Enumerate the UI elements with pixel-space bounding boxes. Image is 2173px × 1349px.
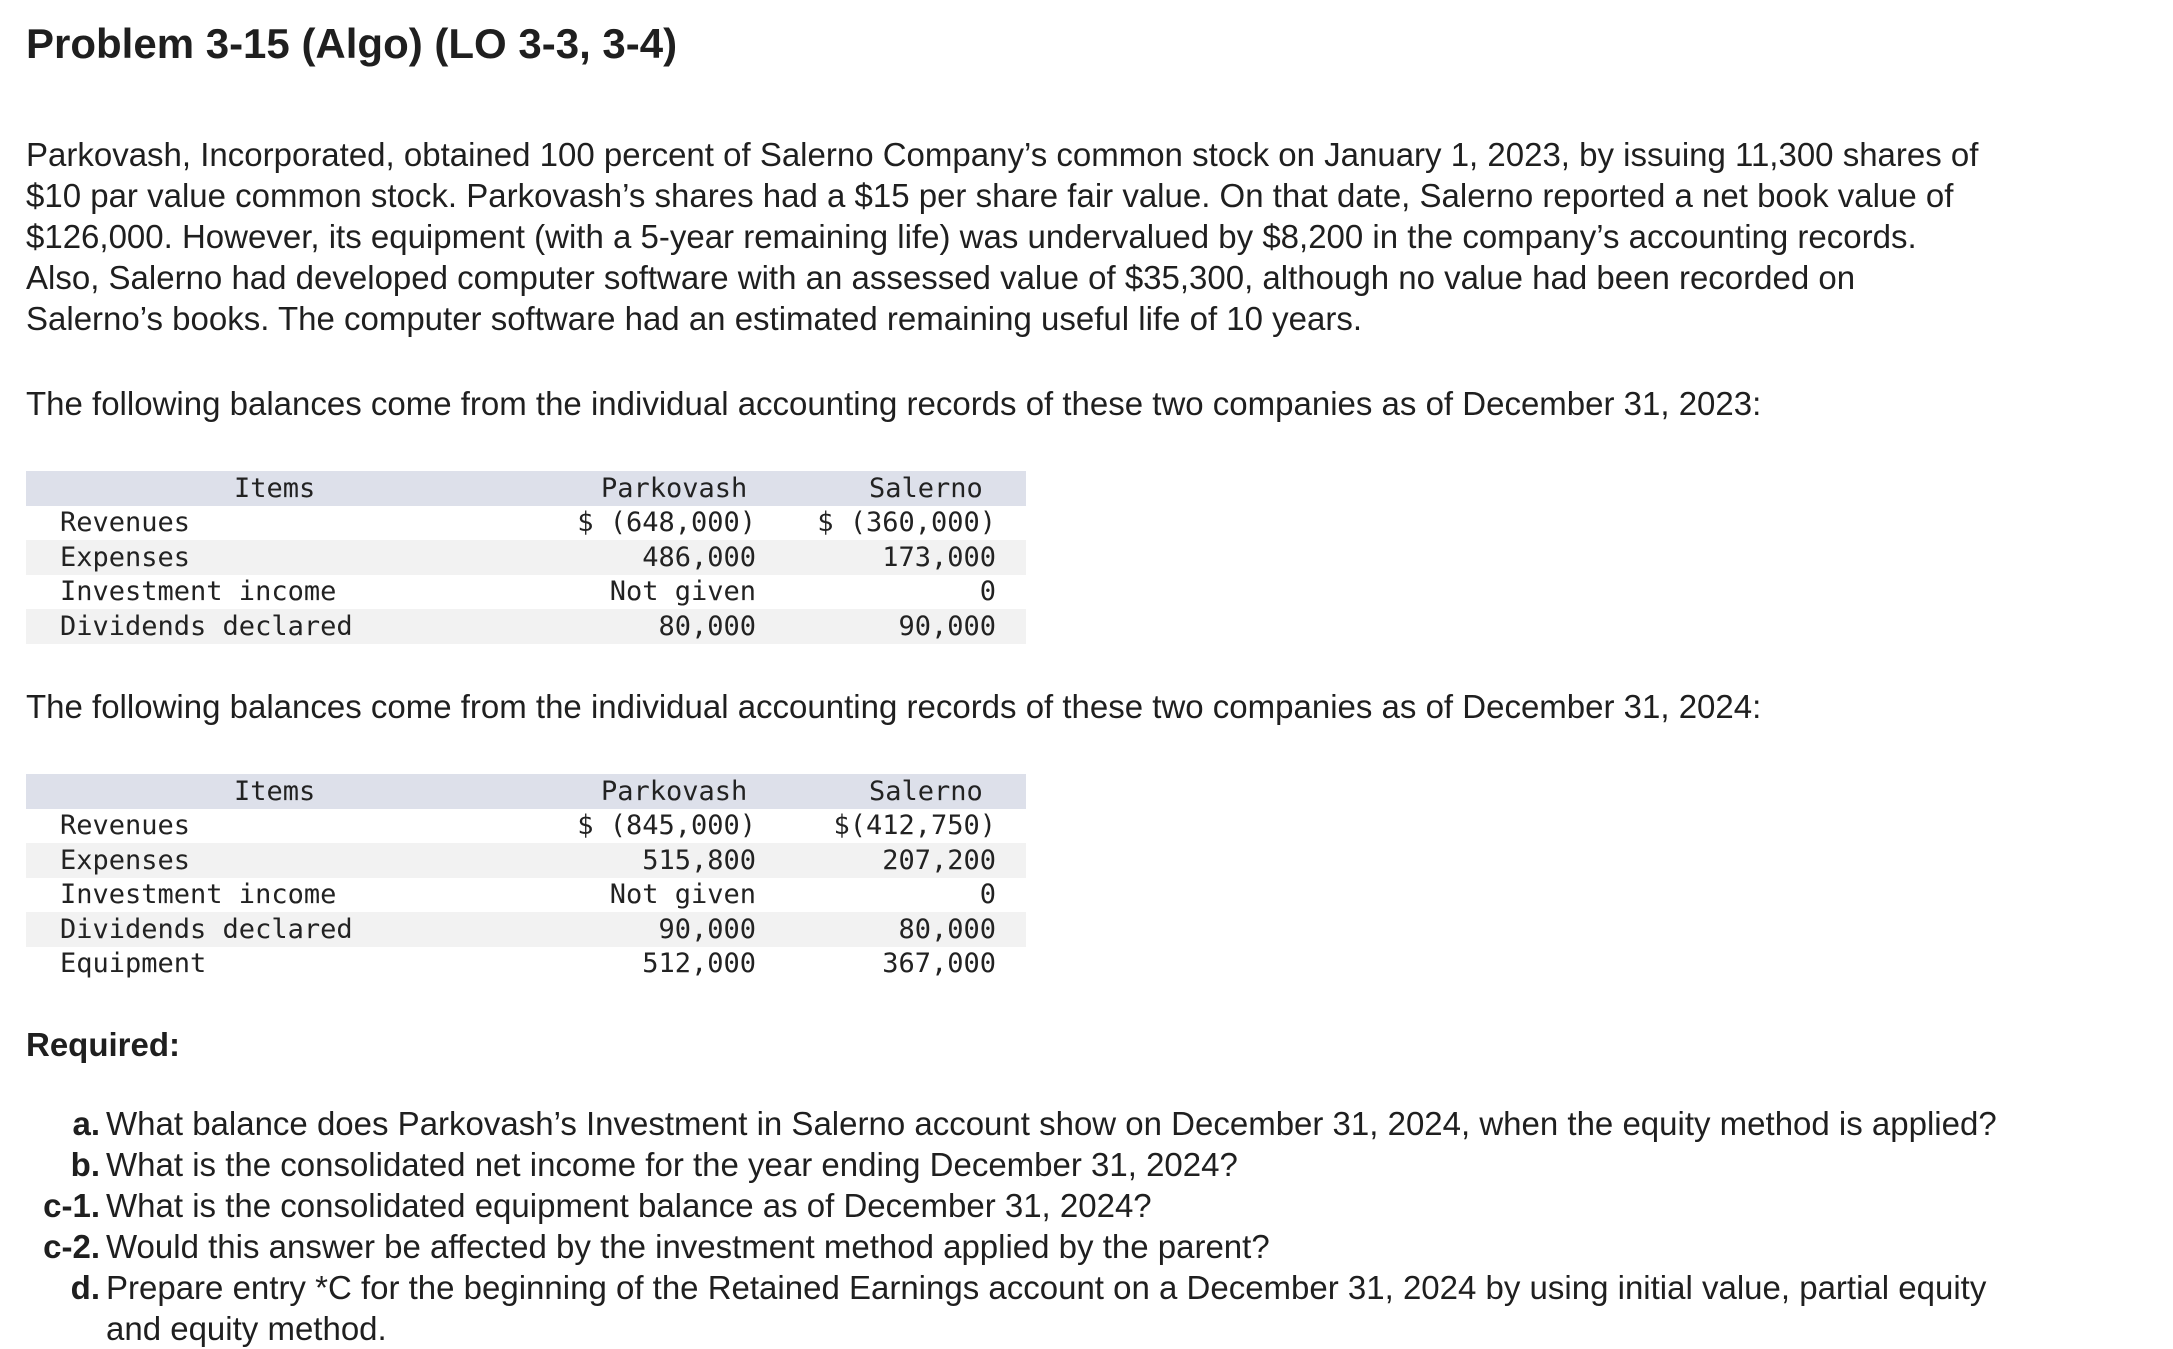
question-line: What balance does Parkovash’s Investment in Salerno account show on December 31, 2024, when the equity method is applied? [106, 1105, 1997, 1142]
table-row [26, 843, 1026, 878]
row-label: Investment income [60, 879, 337, 911]
balances-table-2024 [26, 774, 1026, 981]
table-row [26, 947, 1026, 982]
question-line: What is the consolidated equipment balance as of December 31, 2024? [106, 1187, 1152, 1224]
row-label: Revenues [60, 507, 191, 539]
row-label: Investment income [60, 576, 337, 608]
question-item-c-2 [26, 1226, 1997, 1267]
parkovash-value: 80,000 [658, 610, 756, 642]
parkovash-value: 486,000 [642, 541, 756, 573]
salerno-value: 173,000 [882, 541, 996, 573]
balances-2023-lead: The following balances come from the individual accounting records of these two companies as of December 31, 2023: [26, 385, 1762, 422]
row-label: Dividends declared [60, 610, 353, 642]
parkovash-value: 90,000 [658, 913, 756, 945]
table-row [26, 609, 1026, 644]
column-header-items: Items [234, 472, 316, 504]
salerno-value: 80,000 [898, 913, 996, 945]
table-row [26, 540, 1026, 575]
question-text [106, 1267, 1997, 1349]
row-label: Expenses [60, 541, 191, 573]
question-line: and equity method. [106, 1310, 387, 1347]
question-label: c-1. [43, 1187, 100, 1224]
required-questions-list [26, 1103, 1997, 1349]
question-label: d. [70, 1269, 100, 1306]
salerno-value: $(412,750) [833, 810, 996, 842]
row-label: Expenses [60, 844, 191, 876]
column-header-parkovash: Parkovash [601, 472, 748, 504]
column-header-items: Items [234, 775, 316, 807]
intro-line: $10 par value common stock. Parkovash’s shares had a $15 per share fair value. On that date, Salerno reported a net book value of [26, 177, 1954, 214]
table-row [26, 575, 1026, 610]
table-header-row [26, 774, 1026, 809]
question-line: What is the consolidated net income for the year ending December 31, 2024? [106, 1146, 1238, 1183]
table-header-row [26, 471, 1026, 506]
question-label: c-2. [43, 1228, 100, 1265]
table-row [26, 878, 1026, 913]
parkovash-value: Not given [609, 879, 756, 911]
row-label: Dividends declared [60, 913, 353, 945]
salerno-value: 207,200 [882, 844, 996, 876]
question-label: b. [70, 1146, 100, 1183]
salerno-value: 0 [979, 576, 996, 608]
row-label: Revenues [60, 810, 191, 842]
question-item-c-1 [26, 1185, 1997, 1226]
parkovash-value: 512,000 [642, 948, 756, 980]
question-text [106, 1226, 1997, 1267]
salerno-value: 0 [979, 879, 996, 911]
question-line: Prepare entry *C for the beginning of the Retained Earnings account on a December 31, 2024 by using initial value, partial equity [106, 1269, 1987, 1306]
question-item-a [26, 1103, 1997, 1144]
intro-line: Parkovash, Incorporated, obtained 100 percent of Salerno Company’s common stock on January 1, 2023, by issuing 11,300 shares of [26, 136, 1979, 173]
question-line: Would this answer be affected by the investment method applied by the parent? [106, 1228, 1270, 1265]
question-text [106, 1103, 1997, 1144]
row-label: Equipment [60, 948, 207, 980]
column-header-salerno: Salerno [869, 472, 983, 504]
table-row [26, 809, 1026, 844]
parkovash-value: Not given [609, 576, 756, 608]
salerno-value: 90,000 [898, 610, 996, 642]
parkovash-value: $ (845,000) [577, 810, 756, 842]
parkovash-value: 515,800 [642, 844, 756, 876]
question-text [106, 1185, 1997, 1226]
page-title: Problem 3-15 (Algo) (LO 3-3, 3-4) [26, 20, 678, 67]
question-text [106, 1144, 1997, 1185]
salerno-value: 367,000 [882, 948, 996, 980]
column-header-parkovash: Parkovash [601, 775, 748, 807]
question-label: a. [72, 1105, 100, 1142]
parkovash-value: $ (648,000) [577, 507, 756, 539]
question-item-d [26, 1267, 1997, 1349]
problem-intro [26, 134, 2146, 339]
column-header-salerno: Salerno [869, 775, 983, 807]
required-heading: Required: [26, 1026, 181, 1063]
question-item-b [26, 1144, 1997, 1185]
intro-line: Salerno’s books. The computer software had an estimated remaining useful life of 10 years. [26, 300, 1363, 337]
intro-line: $126,000. However, its equipment (with a 5-year remaining life) was undervalued by $8,200 in the company’s accounting records. [26, 218, 1917, 255]
table-row [26, 912, 1026, 947]
intro-line: Also, Salerno had developed computer software with an assessed value of $35,300, although no value had been recorded on [26, 259, 1856, 296]
balances-table-2023 [26, 471, 1026, 644]
table-row [26, 506, 1026, 541]
balances-2024-lead: The following balances come from the individual accounting records of these two companies as of December 31, 2024: [26, 688, 1762, 725]
salerno-value: $ (360,000) [817, 507, 996, 539]
